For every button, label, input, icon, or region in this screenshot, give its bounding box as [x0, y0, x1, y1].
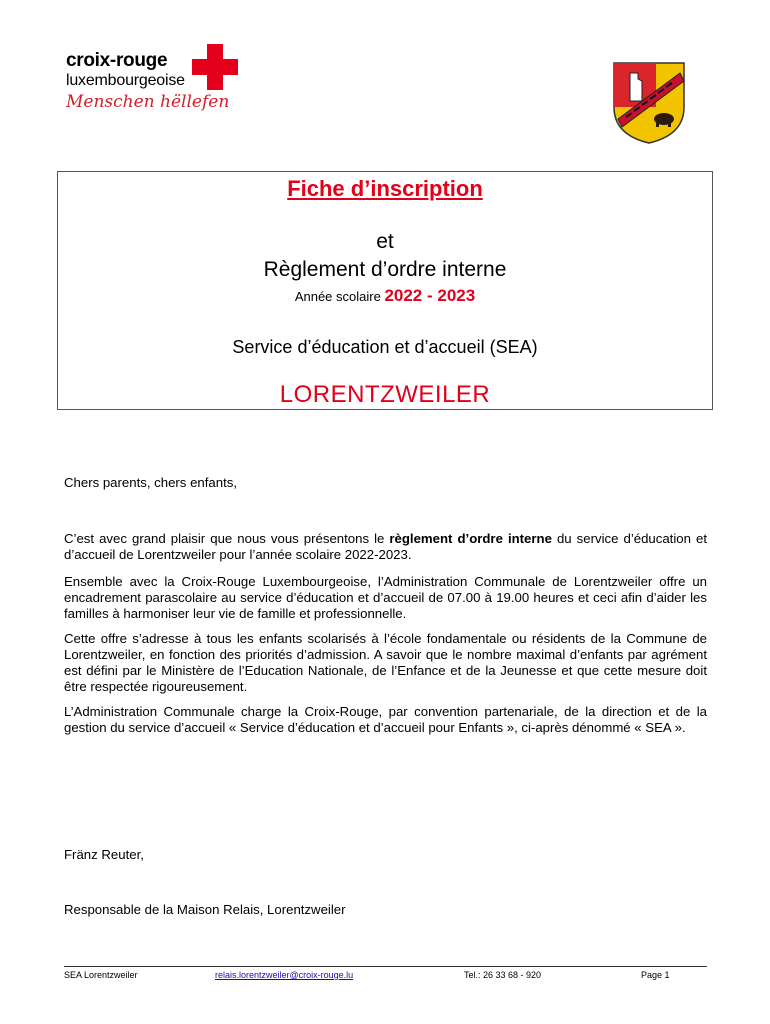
signature-role: Responsable de la Maison Relais, Lorentzweiler: [64, 902, 346, 917]
footer-email-link[interactable]: relais.lorentzweiler@croix-rouge.lu: [215, 970, 354, 980]
coat-of-arms-icon: [612, 61, 686, 145]
footer-phone: Tel.: 26 33 68 - 920: [464, 970, 542, 980]
footer-left: SEA Lorentzweiler: [64, 970, 138, 980]
logo-tagline: Menschen hëllefen: [66, 92, 230, 112]
town-name: LORENTZWEILER: [279, 381, 491, 408]
title-conjunction: et: [376, 230, 394, 253]
paragraph-2: Ensemble avec la Croix-Rouge Luxembourgeoise, l’Administration Communale de Lorentzweiler offre un encadrement parascolaire au service d’éducation et d’accueil de 07.00 à 19.00 heures et ceci afin d’aider les familles à harmoniser leur vie de famille et professionnelle.: [64, 574, 707, 621]
logo-line1: croix-rouge: [66, 50, 168, 71]
school-year-value: 2022 - 2023: [384, 286, 476, 305]
footer-divider: [64, 966, 707, 967]
logo-line2: luxembourgeoise: [66, 72, 185, 89]
croix-rouge-logo: [66, 40, 266, 130]
document-subtitle: Règlement d’ordre interne: [263, 258, 507, 281]
school-year: [58, 286, 712, 306]
red-cross-icon: [192, 44, 238, 90]
page-number: Page 1: [641, 970, 670, 980]
signature-name: Fränz Reuter,: [64, 847, 144, 862]
rules-highlight: règlement d’ordre interne: [389, 531, 552, 546]
school-year-label: Année scolaire: [294, 289, 381, 304]
page-title: Fiche d’inscription: [287, 176, 483, 201]
paragraph-4: L’Administration Communale charge la Croix-Rouge, par convention partenariale, de la direction et de la gestion du service d’accueil « Service d’éducation et d’accueil pour Enfants », ci-après dénommé « SEA ».: [64, 704, 707, 735]
title-box: [57, 171, 713, 410]
paragraph-3: Cette offre s’adresse à tous les enfants scolarisés à l’école fondamentale ou résidents de la Commune de Lorentzweiler, en fonction des priorités d’admission. A savoir que le nombre maximal d’enfants par agrément est défini par le Ministère de l’Education Nationale, de l’Enfance et de la Jeunesse et que cette mesure doit être respectée rigoureusement.: [64, 631, 707, 694]
service-name: Service d’éducation et d’accueil (SEA): [232, 337, 538, 357]
paragraph-1: C’est avec grand plaisir que nous vous présentons le règlement d’ordre interne du service d’éducation et d’accueil de Lorentzweiler pour l’année scolaire 2022-2023.: [64, 531, 707, 562]
greeting: Chers parents, chers enfants,: [64, 475, 237, 490]
